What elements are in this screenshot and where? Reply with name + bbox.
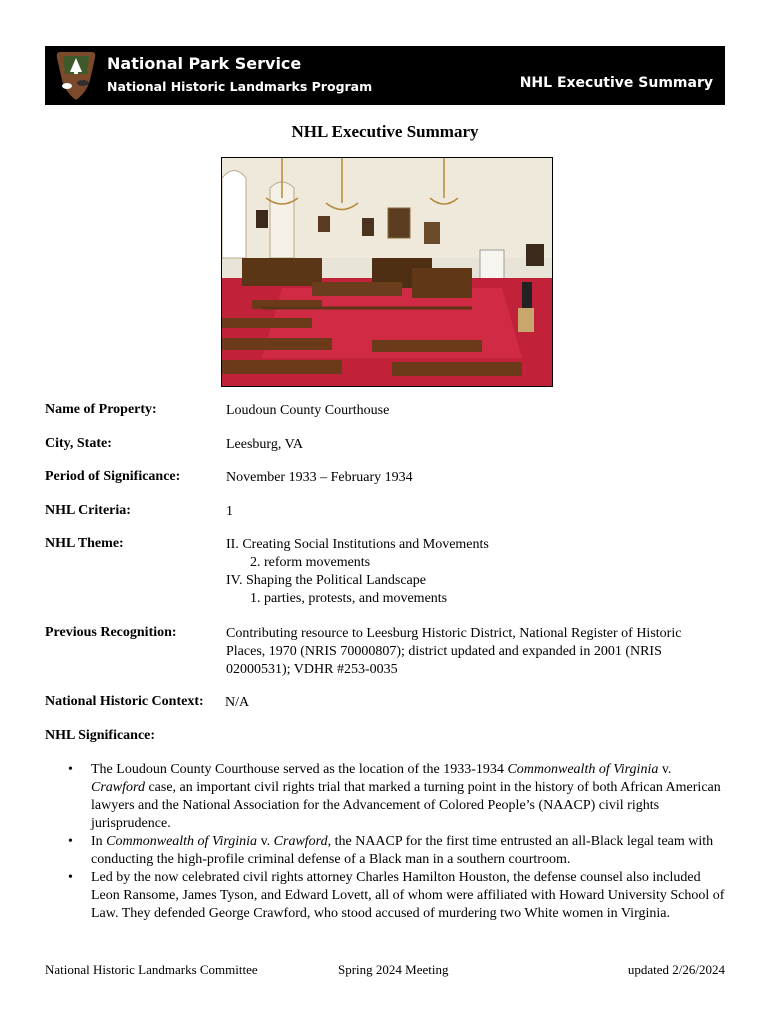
bullet-icon: • [68, 834, 73, 849]
previous-recognition-value [226, 625, 681, 679]
case-name-italic: Commonwealth of Virginia [106, 834, 258, 849]
recognition-line: Contributing resource to Leesburg Historic District, National Register of Historic [226, 626, 682, 641]
theme-line: 1. parties, protests, and movements [250, 591, 448, 606]
list-item [68, 833, 728, 869]
org-name: National Park Service [107, 54, 302, 73]
significance-text: v. [257, 834, 274, 849]
recognition-line: 02000531); VDHR #253-0035 [226, 662, 398, 677]
nhl-criteria-value: 1 [226, 504, 233, 519]
significance-text: the NAACP for the first time entrusted an all-Black legal team with conducting the high-profile criminal defense of a Black man in a southern courtroom. [91, 834, 714, 867]
significance-text: In [91, 834, 107, 849]
significance-text: v. [658, 762, 672, 777]
list-item [68, 761, 728, 833]
page-title: NHL Executive Summary [291, 122, 479, 141]
program-name: National Historic Landmarks Program [107, 79, 373, 94]
period-of-significance-label: Period of Significance: [45, 469, 181, 484]
city-state-value: Leesburg, VA [226, 437, 303, 452]
recognition-line: Places, 1970 (NRIS 70000807); district updated and expanded in 2001 (NRIS [226, 644, 662, 659]
theme-line: IV. Shaping the Political Landscape [226, 573, 426, 588]
footer-meeting: Spring 2024 Meeting [338, 962, 449, 977]
theme-line: II. Creating Social Institutions and Movements [226, 537, 489, 552]
theme-line: 2. reform movements [250, 555, 371, 570]
significance-text: case, an important civil rights trial that marked a turning point in the history of both African American lawyers and the National Association for the Advancement of Colored People’s (NAACP) civil rights jurisprudence. [91, 780, 721, 831]
significance-list [68, 761, 728, 923]
case-name-italic: Crawford [91, 780, 145, 795]
footer-committee: National Historic Landmarks Committee [45, 962, 258, 977]
national-historic-context-label: National Historic Context: [45, 694, 204, 709]
nhl-significance-label: NHL Significance: [45, 728, 156, 743]
nhl-theme-value [226, 536, 489, 608]
name-of-property-label: Name of Property: [45, 402, 157, 417]
period-of-significance-value: November 1933 – February 1934 [226, 470, 413, 485]
bullet-icon: • [68, 762, 73, 777]
case-name-italic: Crawford, [273, 834, 332, 849]
name-of-property-value: Loudoun County Courthouse [226, 403, 390, 418]
previous-recognition-label: Previous Recognition: [45, 625, 177, 640]
case-name-italic: Commonwealth of Virginia [507, 762, 659, 777]
bullet-icon: • [68, 870, 73, 885]
footer-updated-date: updated 2/26/2024 [627, 962, 725, 977]
header-banner [45, 46, 725, 105]
city-state-label: City, State: [45, 436, 112, 451]
national-historic-context-value: N/A [225, 695, 250, 710]
nps-arrowhead-logo-icon [54, 50, 98, 101]
banner-doc-title: NHL Executive Summary [519, 75, 713, 91]
list-item [68, 869, 728, 923]
nhl-theme-label: NHL Theme: [45, 536, 124, 551]
significance-text: The Loudoun County Courthouse served as the location of the 1933-1934 [91, 762, 508, 777]
courtroom-photo [221, 157, 553, 387]
significance-text: Led by the now celebrated civil rights attorney Charles Hamilton Houston, the defense counsel also included Leon Ransome, James Tyson, and Edward Lovett, all of whom were affiliated with Howard University School of Law. They defended George Crawford, who stood accused of murdering two White women in Virginia. [91, 870, 725, 921]
nhl-criteria-label: NHL Criteria: [45, 503, 131, 518]
